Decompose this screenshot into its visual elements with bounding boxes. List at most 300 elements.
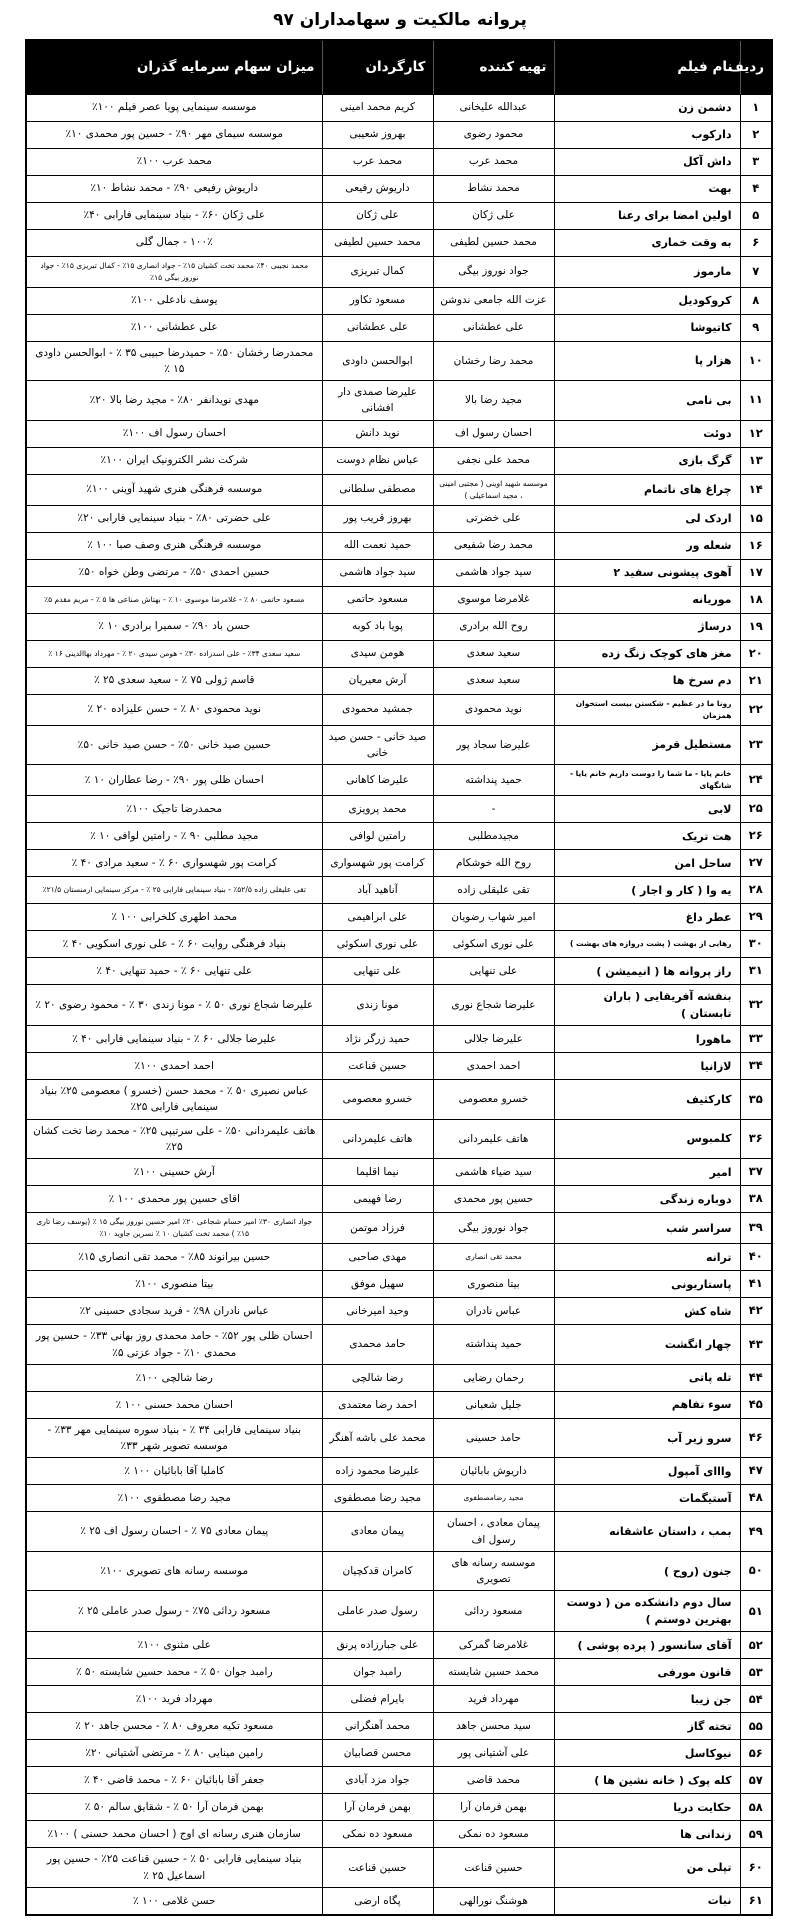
cell-shares: پیمان معادی ۷۵ ٪ - احسان رسول اف ۲۵ ٪	[26, 1512, 322, 1552]
cell-shares: بهمن فرمان آرا ۵۰ ٪ - شقایق سالم ۵۰ ٪	[26, 1794, 322, 1821]
cell-row-number: ۲۰	[740, 640, 772, 667]
cell-producer: محمد قاضی	[433, 1767, 554, 1794]
cell-director: پگاه ارضی	[322, 1888, 433, 1915]
cell-row-number: ۴۳	[740, 1325, 772, 1365]
table-row	[26, 1767, 772, 1794]
cell-shares: عباس نصیری ۵۰ ٪ - محمد حسن (خسرو ) معصومی ۲۵٪ بنیاد سینمایی فارابی ۲۵٪	[26, 1080, 322, 1120]
cell-film-name: لازانیا	[554, 1053, 740, 1080]
cell-shares: اقای حسین پور محمدی ۱۰۰ ٪	[26, 1186, 322, 1213]
table-row	[26, 532, 772, 559]
cell-producer: احسان رسول اف	[433, 420, 554, 447]
cell-shares: کاملیا آقا بابائیان ۱۰۰ ٪	[26, 1458, 322, 1485]
cell-film-name: جنون (روح )	[554, 1551, 740, 1591]
table-row	[26, 1458, 772, 1485]
cell-producer: سید ضیاء هاشمی	[433, 1159, 554, 1186]
cell-row-number: ۵۱	[740, 1591, 772, 1632]
cell-row-number: ۳۹	[740, 1213, 772, 1244]
cell-producer: مجیدمطلبی	[433, 823, 554, 850]
cell-row-number: ۱	[740, 94, 772, 121]
table-row	[26, 725, 772, 765]
cell-film-name: رونا ما در عظیم - شکستن بیست استخوان همزمان	[554, 694, 740, 725]
table-row	[26, 1551, 772, 1591]
cell-producer: محمد حسین لطیفی	[433, 229, 554, 256]
cell-shares: بنیاد فرهنگی روایت ۶۰ ٪ - علی نوری اسکویی ۴۰ ٪	[26, 931, 322, 958]
cell-shares: داریوش رفیعی ۹۰٪ - محمد نشاط ۱۰٪	[26, 175, 322, 202]
table-header	[26, 40, 772, 94]
cell-row-number: ۲۲	[740, 694, 772, 725]
cell-shares: سعید سعدی ۳۴٪ - علی اسدزاده ۳۰٪ - هومن سیدی ۲۰ ٪ - مهرداد بهاالدینی ۱۶ ٪	[26, 640, 322, 667]
cell-shares: تقی علیقلی زاده ۵۲/۵٪ - بنیاد سینمایی فارابی ۲۵ ٪ - مرکز سینمایی ارمنستان ۲۱/۵٪	[26, 877, 322, 904]
header-cell-shares: میزان سهام سرمایه گذران	[26, 40, 322, 94]
cell-producer: داریوش بابائیان	[433, 1458, 554, 1485]
table-row	[26, 1159, 772, 1186]
cell-shares: ۱۰۰٪ - جمال گلی	[26, 229, 322, 256]
cell-director: مسعود تکاور	[322, 287, 433, 314]
table-row	[26, 1298, 772, 1325]
cell-director: علیرضا صمدی دار افشانی	[322, 381, 433, 421]
cell-film-name: گرگ بازی	[554, 447, 740, 474]
cell-director: جمشید محمودی	[322, 694, 433, 725]
cell-row-number: ۵۸	[740, 1794, 772, 1821]
table-row	[26, 559, 772, 586]
table-row	[26, 381, 772, 421]
cell-row-number: ۴۲	[740, 1298, 772, 1325]
cell-director: محسن قصابیان	[322, 1740, 433, 1767]
cell-director: علی نوری اسکوئی	[322, 931, 433, 958]
cell-film-name: رهایی از بهشت ( پشت دروازه های بهشت )	[554, 931, 740, 958]
cell-producer: محمد عرب	[433, 148, 554, 175]
cell-producer: حامد حسینی	[433, 1418, 554, 1458]
cell-row-number: ۵۰	[740, 1551, 772, 1591]
table-row	[26, 175, 772, 202]
cell-row-number: ۱۴	[740, 474, 772, 505]
table-row	[26, 1485, 772, 1512]
cell-producer: محمد تقی انصاری	[433, 1244, 554, 1271]
cell-film-name: مستطیل قرمز	[554, 725, 740, 765]
cell-director: بهروز قریب پور	[322, 505, 433, 532]
cell-row-number: ۳۵	[740, 1080, 772, 1120]
table-row	[26, 877, 772, 904]
cell-director: خسرو معصومی	[322, 1080, 433, 1120]
cell-row-number: ۴۷	[740, 1458, 772, 1485]
cell-producer: علیرضا سجاد پور	[433, 725, 554, 765]
cell-row-number: ۴۵	[740, 1391, 772, 1418]
cell-shares: حسین صید خانی ۵۰٪ - حسن صید خانی ۵۰٪	[26, 725, 322, 765]
cell-film-name: راز پروانه ها ( انیمیشن )	[554, 958, 740, 985]
cell-shares: مسعود تکیه معروف ۸۰ ٪ - محسن جاهد ۲۰ ٪	[26, 1713, 322, 1740]
cell-film-name: سال دوم دانشکده من ( دوست بهترین دوستم )	[554, 1591, 740, 1632]
table-row	[26, 1271, 772, 1298]
cell-film-name: دوباره زندگی	[554, 1186, 740, 1213]
cell-film-name: بمب ، داستان عاشقانه	[554, 1512, 740, 1552]
cell-producer: سید محسن جاهد	[433, 1713, 554, 1740]
cell-director: علیرضا محمود زاده	[322, 1458, 433, 1485]
table-row	[26, 1848, 772, 1888]
cell-film-name: لابی	[554, 796, 740, 823]
cell-shares: علیرضا جلالی ۶۰ ٪ - بنیاد سینمایی فارابی ۴۰ ٪	[26, 1026, 322, 1053]
cell-shares: احمد احمدی ۱۰۰٪	[26, 1053, 322, 1080]
table-row	[26, 505, 772, 532]
cell-producer: موسسه رسانه های تصویری	[433, 1551, 554, 1591]
cell-shares: آرش حسینی ۱۰۰٪	[26, 1159, 322, 1186]
cell-shares: حسن غلامی ۱۰۰ ٪	[26, 1888, 322, 1915]
cell-director: مسعود ده نمکی	[322, 1821, 433, 1848]
cell-film-name: حکایت دریا	[554, 1794, 740, 1821]
cell-shares: رضا شالچی ۱۰۰٪	[26, 1364, 322, 1391]
cell-film-name: درساژ	[554, 613, 740, 640]
cell-director: علیرضا کاهانی	[322, 765, 433, 796]
cell-row-number: ۱۷	[740, 559, 772, 586]
cell-producer: غلامرضا موسوی	[433, 586, 554, 613]
table-row	[26, 796, 772, 823]
cell-director: حمید نعمت الله	[322, 532, 433, 559]
cell-film-name: تخته گاز	[554, 1713, 740, 1740]
cell-film-name: دم سرخ ها	[554, 667, 740, 694]
cell-director: حسین قناعت	[322, 1848, 433, 1888]
cell-shares: جواد انصاری ۳۰٪ امیر حسام شجاعی ۲۰٪ امیر حسین نوروز بیگی ۱۵ ٪ (یوسف رضا تاری ۱۵٪ ) محمد تخت کشیان ۱۰ ٪ نسرین جاوید ۱۰٪	[26, 1213, 322, 1244]
cell-shares: محمدرضا رخشان ۵۰٪ - حمیدرضا حبیبی ۳۵ ٪ - ابوالحسن داودی ۱۵ ٪	[26, 341, 322, 381]
cell-director: مهدی صاحبی	[322, 1244, 433, 1271]
cell-row-number: ۱۸	[740, 586, 772, 613]
cell-director: جواد مزد آبادی	[322, 1767, 433, 1794]
cell-shares: حسین بیرانوند ۸۵٪ - محمد تقی انصاری ۱۵٪	[26, 1244, 322, 1271]
cell-shares: مهدی نویدانفر ۸۰٪ - مجید رضا بالا ۲۰٪	[26, 381, 322, 421]
cell-director: کامران قدکچیان	[322, 1551, 433, 1591]
cell-shares: مسعود ردائی ۷۵٪ - رسول صدر عاملی ۲۵ ٪	[26, 1591, 322, 1632]
cell-film-name: اولین امضا برای رعنا	[554, 202, 740, 229]
cell-shares: علی مثنوی ۱۰۰٪	[26, 1632, 322, 1659]
table-row	[26, 1119, 772, 1159]
table-row	[26, 904, 772, 931]
cell-director: ابوالحسن داودی	[322, 341, 433, 381]
cell-producer: علی نوری اسکوئی	[433, 931, 554, 958]
header-cell-row-number: ردیف	[740, 40, 772, 94]
cell-shares: محمد اطهری کلخرابی ۱۰۰ ٪	[26, 904, 322, 931]
cell-film-name: ترانه	[554, 1244, 740, 1271]
cell-producer: سعید سعدی	[433, 667, 554, 694]
cell-row-number: ۸	[740, 287, 772, 314]
cell-producer: احمد احمدی	[433, 1053, 554, 1080]
cell-film-name: دشمن زن	[554, 94, 740, 121]
cell-film-name: دوئت	[554, 420, 740, 447]
cell-film-name: بی نامی	[554, 381, 740, 421]
cell-row-number: ۵۳	[740, 1659, 772, 1686]
cell-film-name: خانم یایا - ما شما را دوست داریم خانم یایا - شانگهای	[554, 765, 740, 796]
cell-row-number: ۲۱	[740, 667, 772, 694]
cell-producer: علی تنهایی	[433, 958, 554, 985]
cell-shares: رامین مینایی ۸۰ ٪ - مرتضی آشتیانی ۲۰٪	[26, 1740, 322, 1767]
cell-producer: خسرو معصومی	[433, 1080, 554, 1120]
cell-row-number: ۶۰	[740, 1848, 772, 1888]
cell-shares: علی عطشانی ۱۰۰٪	[26, 314, 322, 341]
cell-film-name: زندانی ها	[554, 1821, 740, 1848]
cell-shares: عباس نادران ۹۸٪ - فرید سجادی حسینی ۲٪	[26, 1298, 322, 1325]
cell-producer: بیتا منصوری	[433, 1271, 554, 1298]
cell-director: مصطفی سلطانی	[322, 474, 433, 505]
cell-director: هاتف علیمردانی	[322, 1119, 433, 1159]
cell-shares: محمدرضا تاجیک ۱۰۰٪	[26, 796, 322, 823]
cell-shares: احسان رسول اف ۱۰۰٪	[26, 420, 322, 447]
cell-producer: علیرضا شجاع نوری	[433, 985, 554, 1026]
cell-row-number: ۵	[740, 202, 772, 229]
cell-film-name: اردک لی	[554, 505, 740, 532]
cell-film-name: سرو زیر آب	[554, 1418, 740, 1458]
cell-row-number: ۵۲	[740, 1632, 772, 1659]
cell-row-number: ۳۰	[740, 931, 772, 958]
cell-director: حسین قناعت	[322, 1053, 433, 1080]
cell-producer: حمید پنداشته	[433, 765, 554, 796]
cell-film-name: موریانه	[554, 586, 740, 613]
table-row	[26, 1713, 772, 1740]
table-row	[26, 1632, 772, 1659]
cell-film-name: شاه کش	[554, 1298, 740, 1325]
cell-producer: حسین پور محمدی	[433, 1186, 554, 1213]
cell-shares: نوید محمودی ۸۰ ٪ - حسن علیزاده ۲۰ ٪	[26, 694, 322, 725]
table-row	[26, 148, 772, 175]
cell-row-number: ۱۵	[740, 505, 772, 532]
table-row	[26, 121, 772, 148]
cell-film-name: دارکوب	[554, 121, 740, 148]
cell-row-number: ۱۱	[740, 381, 772, 421]
cell-film-name: مارموز	[554, 256, 740, 287]
cell-row-number: ۳۳	[740, 1026, 772, 1053]
cell-row-number: ۳۸	[740, 1186, 772, 1213]
cell-row-number: ۳۴	[740, 1053, 772, 1080]
table-row	[26, 1659, 772, 1686]
cell-shares: موسسه رسانه های تصویری ۱۰۰٪	[26, 1551, 322, 1591]
cell-shares: مجید مطلبی ۹۰ ٪ - رامتین لوافی ۱۰ ٪	[26, 823, 322, 850]
cell-row-number: ۲۶	[740, 823, 772, 850]
cell-director: علی جبارزاده پرنق	[322, 1632, 433, 1659]
cell-director: علی ابراهیمی	[322, 904, 433, 931]
cell-film-name: وااای آمپول	[554, 1458, 740, 1485]
cell-shares: بیتا منصوری ۱۰۰٪	[26, 1271, 322, 1298]
cell-film-name: به وقت خماری	[554, 229, 740, 256]
cell-shares: کرامت پور شهسواری ۶۰ ٪ - سعید مرادی ۴۰ ٪	[26, 850, 322, 877]
table-body	[26, 94, 772, 1915]
table-row	[26, 1591, 772, 1632]
cell-producer: پیمان معادی ، احسان رسول اف	[433, 1512, 554, 1552]
cell-film-name: ساحل امن	[554, 850, 740, 877]
table-row	[26, 694, 772, 725]
cell-shares: مسعود حاتمی ۸۰ ٪ - غلامرضا موسوی ۱۰ ٪ - بهتاش صناعی ها ۵ ٪ - مریم مقدم ۵٪	[26, 586, 322, 613]
cell-producer: حسین قناعت	[433, 1848, 554, 1888]
table-row	[26, 474, 772, 505]
cell-row-number: ۵۷	[740, 1767, 772, 1794]
cell-shares: محمد نجیبی ۴۰٪ محمد تخت کشیان ۱۵٪ - جواد انصاری ۱۵٪ - کمال تبریزی ۱۵٪ - جواد نوروز بیگی ۱۵٪	[26, 256, 322, 287]
cell-producer: غلامرضا گمرکی	[433, 1632, 554, 1659]
cell-producer: عباس نادران	[433, 1298, 554, 1325]
cell-shares: شرکت نشر الکترونیک ایران ۱۰۰٪	[26, 447, 322, 474]
table-row	[26, 94, 772, 121]
cell-producer: محمد رضا رخشان	[433, 341, 554, 381]
table-row	[26, 1686, 772, 1713]
cell-director: رضا شالچی	[322, 1364, 433, 1391]
cell-film-name: شعله ور	[554, 532, 740, 559]
cell-row-number: ۳۷	[740, 1159, 772, 1186]
table-row	[26, 850, 772, 877]
cell-director: مجید رضا مصطفوی	[322, 1485, 433, 1512]
cell-director: رسول صدر عاملی	[322, 1591, 433, 1632]
cell-director: کریم محمد امینی	[322, 94, 433, 121]
cell-producer: جواد نوروز بیگی	[433, 1213, 554, 1244]
cell-film-name: هت تریک	[554, 823, 740, 850]
cell-producer: علی خضرتی	[433, 505, 554, 532]
cell-row-number: ۴۶	[740, 1418, 772, 1458]
cell-row-number: ۳۶	[740, 1119, 772, 1159]
cell-producer: علی عطشانی	[433, 314, 554, 341]
cell-row-number: ۲۵	[740, 796, 772, 823]
cell-film-name: هزار پا	[554, 341, 740, 381]
cell-row-number: ۴۸	[740, 1485, 772, 1512]
cell-director: نیما اقلیما	[322, 1159, 433, 1186]
cell-film-name: آهوی پیشونی سفید ۲	[554, 559, 740, 586]
header-row	[26, 40, 772, 94]
cell-film-name: آستیگمات	[554, 1485, 740, 1512]
cell-director: مسعود حاتمی	[322, 586, 433, 613]
cell-film-name: پاستاریونی	[554, 1271, 740, 1298]
cell-producer: محمد علی نجفی	[433, 447, 554, 474]
header-cell-producer: تهیه کننده	[433, 40, 554, 94]
cell-film-name: عطر داغ	[554, 904, 740, 931]
cell-director: بهمن فرمان آرا	[322, 1794, 433, 1821]
cell-row-number: ۱۰	[740, 341, 772, 381]
cell-row-number: ۴۹	[740, 1512, 772, 1552]
cell-shares: علی ژکان ۶۰٪ - بنیاد سینمایی فارابی ۴۰٪	[26, 202, 322, 229]
cell-director: صید خانی - حسن صید خانی	[322, 725, 433, 765]
cell-producer: مسعود ده نمکی	[433, 1821, 554, 1848]
cell-row-number: ۵۴	[740, 1686, 772, 1713]
cell-film-name: کروکودیل	[554, 287, 740, 314]
cell-row-number: ۴	[740, 175, 772, 202]
cell-row-number: ۴۱	[740, 1271, 772, 1298]
cell-producer: نوید محمودی	[433, 694, 554, 725]
cell-shares: احسان ظلی پور ۵۲٪ - حامد محمدی روز بهانی ۳۳٪ - حسین پور محمدی ۱۰٪ - جواد عزتی ۵٪	[26, 1325, 322, 1365]
cell-film-name: کلمبوس	[554, 1119, 740, 1159]
cell-director: مونا زندی	[322, 985, 433, 1026]
table-row	[26, 1244, 772, 1271]
table-row	[26, 1053, 772, 1080]
cell-director: علی ژکان	[322, 202, 433, 229]
cell-shares: هاتف علیمردانی ۵۰٪ - علی سرتیپی ۲۵٪ - محمد رضا تخت کشان ۲۵٪	[26, 1119, 322, 1159]
table-row	[26, 823, 772, 850]
cell-producer: علی ژکان	[433, 202, 554, 229]
cell-director: محمد آهنگرانی	[322, 1713, 433, 1740]
table-row	[26, 931, 772, 958]
cell-director: نوید دانش	[322, 420, 433, 447]
cell-producer: مسعود ردائی	[433, 1591, 554, 1632]
cell-row-number: ۲۷	[740, 850, 772, 877]
cell-director: رامبد جوان	[322, 1659, 433, 1686]
cell-shares: یوسف نادعلی ۱۰۰٪	[26, 287, 322, 314]
cell-producer: مجید رضا بالا	[433, 381, 554, 421]
cell-producer: محمود رضوی	[433, 121, 554, 148]
cell-film-name: نیوکاسل	[554, 1740, 740, 1767]
table-row	[26, 1080, 772, 1120]
table-row	[26, 613, 772, 640]
cell-producer: حمید پنداشته	[433, 1325, 554, 1365]
table-row	[26, 1512, 772, 1552]
cell-director: محمد علی باشه آهنگر	[322, 1418, 433, 1458]
cell-row-number: ۶	[740, 229, 772, 256]
cell-director: محمد حسین لطیفی	[322, 229, 433, 256]
cell-film-name: نبات	[554, 1888, 740, 1915]
table-row	[26, 640, 772, 667]
cell-director: آرش معیریان	[322, 667, 433, 694]
cell-row-number: ۴۴	[740, 1364, 772, 1391]
cell-shares: مجید رضا مصطفوی ۱۰۰٪	[26, 1485, 322, 1512]
cell-producer: سعید سعدی	[433, 640, 554, 667]
table-row	[26, 985, 772, 1026]
cell-director: عباس نظام دوست	[322, 447, 433, 474]
table-row	[26, 420, 772, 447]
cell-shares: علی تنهایی ۶۰ ٪ - حمید تنهایی ۴۰ ٪	[26, 958, 322, 985]
cell-director: کمال تبریزی	[322, 256, 433, 287]
cell-film-name: چراغ های ناتمام	[554, 474, 740, 505]
cell-director: رامتین لوافی	[322, 823, 433, 850]
cell-director: محمد عرب	[322, 148, 433, 175]
cell-film-name: کله پوک ( خانه نشین ها )	[554, 1767, 740, 1794]
table-row	[26, 1888, 772, 1915]
table-row	[26, 1325, 772, 1365]
cell-film-name: کاتیوشا	[554, 314, 740, 341]
cell-producer: تقی علیقلی زاده	[433, 877, 554, 904]
cell-director: آناهید آباد	[322, 877, 433, 904]
cell-director: محمد پرویزی	[322, 796, 433, 823]
cell-row-number: ۱۶	[740, 532, 772, 559]
cell-row-number: ۲۸	[740, 877, 772, 904]
table-row	[26, 1794, 772, 1821]
cell-shares: احسان ظلی پور ۹۰٪ - رضا عطاران ۱۰ ٪	[26, 765, 322, 796]
table-row	[26, 1740, 772, 1767]
table-row	[26, 765, 772, 796]
cell-shares: حسین احمدی ۵۰٪ - مرتضی وطن خواه ۵۰٪	[26, 559, 322, 586]
ownership-table	[25, 39, 773, 1916]
cell-producer: علی آشتیانی پور	[433, 1740, 554, 1767]
cell-shares: احسان محمد حسنی ۱۰۰ ٪	[26, 1391, 322, 1418]
cell-director: حامد محمدی	[322, 1325, 433, 1365]
cell-producer: علیرضا جلالی	[433, 1026, 554, 1053]
table-row	[26, 229, 772, 256]
cell-film-name: سراسر شب	[554, 1213, 740, 1244]
cell-film-name: بنفشه آفریقایی ( باران تابستان )	[554, 985, 740, 1026]
header-cell-director: کارگردان	[322, 40, 433, 94]
cell-film-name: آقای سانسور ( پرده پوشی )	[554, 1632, 740, 1659]
cell-film-name: داش آکل	[554, 148, 740, 175]
cell-film-name: جن زیبا	[554, 1686, 740, 1713]
cell-film-name: تله پاتی	[554, 1364, 740, 1391]
cell-row-number: ۱۲	[740, 420, 772, 447]
cell-producer: عبدالله علیخانی	[433, 94, 554, 121]
cell-producer: جواد نوروز بیگی	[433, 256, 554, 287]
cell-shares: بنیاد سینمایی فارابی ۳۴ ٪ - بنیاد سوره سینمایی مهر ۳۳٪ - موسسه تصویر شهر ۳۳٪	[26, 1418, 322, 1458]
table-row	[26, 1364, 772, 1391]
table-row	[26, 667, 772, 694]
cell-director: علی عطشانی	[322, 314, 433, 341]
header-cell-film-name: نام فیلم	[554, 40, 740, 94]
table-row	[26, 341, 772, 381]
cell-shares: جعفر آقا بابائیان ۶۰ ٪ - محمد قاضی ۴۰ ٪	[26, 1767, 322, 1794]
table-row	[26, 1821, 772, 1848]
cell-director: پیمان معادی	[322, 1512, 433, 1552]
cell-shares: محمد عرب ۱۰۰٪	[26, 148, 322, 175]
table-row	[26, 958, 772, 985]
cell-director: سهیل موفق	[322, 1271, 433, 1298]
cell-producer: رحمان رضایی	[433, 1364, 554, 1391]
cell-row-number: ۵۶	[740, 1740, 772, 1767]
cell-row-number: ۲۳	[740, 725, 772, 765]
cell-shares: سازمان هنری رسانه ای اوج ( احسان محمد حسنی ) ۱۰۰٪	[26, 1821, 322, 1848]
